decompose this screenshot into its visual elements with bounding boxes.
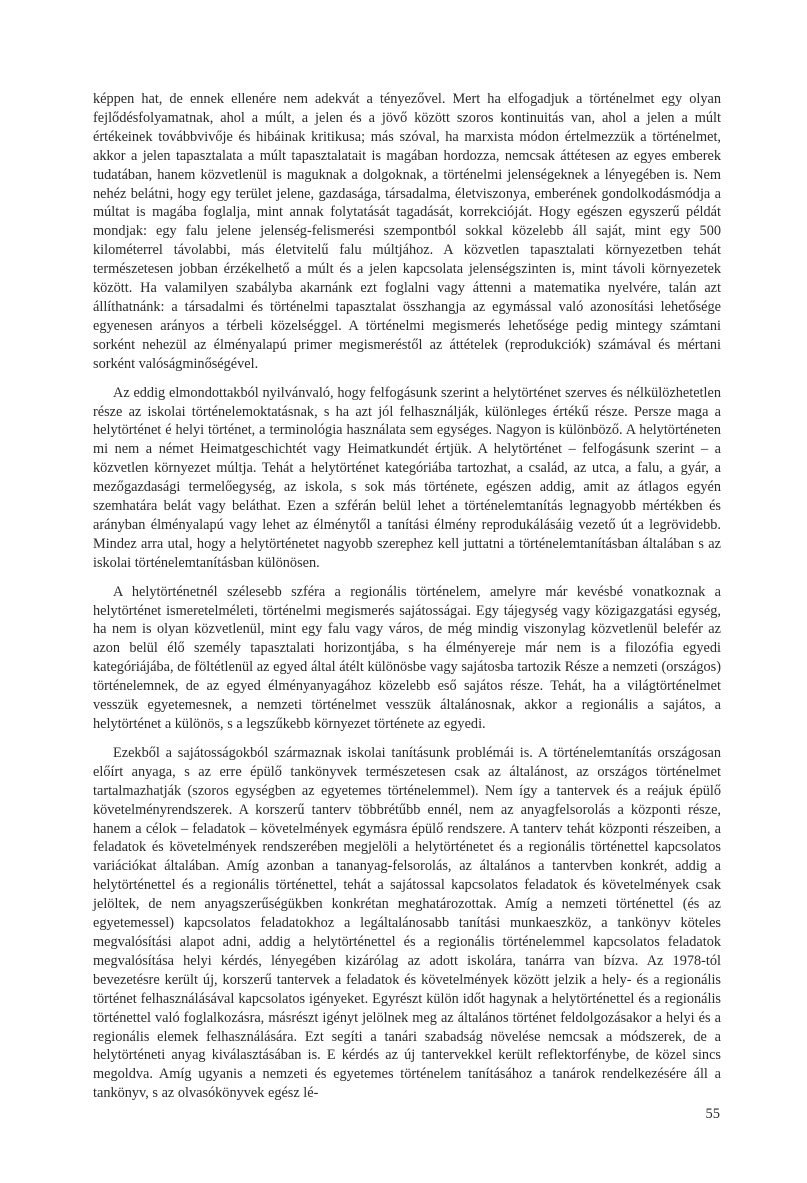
paragraph-2: Az eddig elmondottakból nyilvánvaló, hogy felfogásunk szerint a helytörténet szerves és nélkülözhetetlen része az iskolai történelemoktatásnak, s ha azt jól felhasználják, különleges értékű része. Persze maga a helytörténet é helyi történet, a terminológia használata sem egységes. Nagyon is különböző. A helytörténeten mi nem a német Heimatgeschichtét vagy Heimatkundét értjük. A helytörténet – felfogásunk szerint – a közvetlen környezet múltja. Tehát a helytörténet kategóriába tartozhat, a család, az utca, a falu, a gyár, a mezőgazdasági termelőegység, az iskola, s sok más története, egészen addig, amit az átlagos egyén szemhatára belát vagy beláthat. Ezen a szférán belül lehet a történelemtanítás legnagyobb mértékben és arányban élményalapú vagy lehet az élménytől a tanítási élmény reprodukálásáig vezető út a legrövidebb. Mindez arra utal, hogy a helytörténetet nagyobb szerephez kell juttatni a történelemtanításban általában s az iskolai történelemtanításban különösen.	[93, 384, 721, 571]
paragraph-3: A helytörténetnél szélesebb szféra a regionális történelem, amelyre már kevésbé vonatkoznak a helytörténet ismeretelméleti, történelmi megismerés sajátosságai. Egy tájegység vagy közigazgatási egység, ha nem is olyan közvetlenül, mint egy falu vagy város, de még mindig viszonylag közvetlenül belefér az azon belül élő személy tapasztalati horizontjába, s ha élményereje már nem is a filozófia egyedi kategóriájába, de föltétlenül az egyed által átélt különösbe vagy sajátosba tartozik Része a nemzeti (országos) történelemnek, de az egyed élményanyagához közelebb eső sajátos része. Tehát, ha a világtörténelmet vesszük egyetemesnek, a nemzeti történelmet vesszük általánosnak, akkor a regionális a sajátos, a helytörténet a különös, s a legszűkebb környezet története az egyedi.	[93, 583, 721, 732]
paragraph-1: képpen hat, de ennek ellenére nem adekvát a tényezővel. Mert ha elfogadjuk a történelmet egy olyan fejlődésfolyamatnak, ahol a múlt, a jelen és a jövő között szoros kontinuitás van, ahol a jelen a múlt értékeinek továbbvivője és hibáinak kritikusa; más szóval, ha marxista módon értelmezzük a történelmet, akkor a jelen tapasztalata a múlt tapasztalatait is magában hordozza, nemcsak áttétesen az egyes emberek tudatában, hanem közvetlenül is maguknak a dolgoknak, a történelmi jelenségeknek a lényegében is. Nem nehéz belátni, hogy egy terület jelene, gazdasága, társadalma, életviszonya, emberének gondolkodásmódja a múltat is magába foglalja, mint annak folytatását tagadását, korrekcióját. Hogy egészen egyszerű példát mondjak: egy falu jelene jelenség-felismerési szempontból sokkal közelebb áll saját, mint egy 500 kilométerrel távolabbi, más életvitelű falu múltjához. A közvetlen tapasztalati környezetben tehát természetesen jobban érzékelhető a múlt és a jelen kapcsolata jelenségszinten is, mint távoli környezetek között. Ha valamilyen szabályba akarnánk ezt foglalni vagy áttenni a matematika nyelvére, talán azt állíthatnánk: a társadalmi és történelmi tapasztalat összhangja az egymással való azonosítási lehetősége egyenesen arányos a térbeli közelséggel. A történelmi megismerés lehetősége pedig mintegy számtani sorként nehezül az élményalapú primer megismeréstől az áttételek (reprodukciók) számával és mértani sorként valóságminőségével.	[93, 91, 721, 372]
paragraph-4: Ezekből a sajátosságokból származnak iskolai tanításunk problémái is. A történelemtanítás országosan előírt anyaga, s az erre épülő tankönyvek természetesen csak az általánost, az országos történelmet tartalmazhatják (szoros egységben az egyetemes történelemmel). Nem így a tantervek és a reájuk épülő követelményrendszerek. A korszerű tanterv többrétűbb ennél, nem az anyagfelsorolás a központi része, hanem a célok – feladatok – követelmények egymásra épülő rendszere. A tanterv tehát központi részeiben, a feladatok és követelmények rendszerében megjelöli a helytörténetet és a regionális történettel kapcsolatos variációkat általában. Amíg azonban a tananyag-felsorolás, az általános a tantervben konkrét, addig a helytörténettel és a regionális történettel, tehát a sajátossal kapcsolatos feladatok és követelmények csak jelöltek, de nem anyagszerűségükben konkrétan meghatározottak. Amíg a nemzeti történettel (és az egyetemessel) kapcsolatos feladatokhoz a legáltalánosabb tanítási munkaeszköz, a tankönyv köteles megvalósítási alapot adni, addig a helytörténettel és a regionális történelemmel kapcsolatos feladatok megvalósítása helyi kérdés, lényegében kizárólag az adott iskolára, tanárra van bízva. Az 1978-tól bevezetésre került új, korszerű tantervek a feladatok és követelmények között jelzik a hely- és a regionális történet felhasználásával kapcsolatos igényeket. Egyrészt külön időt hagynak a helytörténettel és a regionális történettel való foglalkozásra, másrészt igényt jelölnek meg az általános történet feldolgozásakor a helyi és a regionális elemek felhasználására. Ezt segíti a tanári szabadság növelése nemcsak a módszerek, de a helytörténeti anyag kiválasztásában is. E kérdés az új tantervekkel került reflektorfénybe, de közel sincs megoldva. Amíg ugyanis a nemzeti és egyetemes történelem tanításához a tanárok rendelkezésére áll a tankönyv, s az olvasókönyvek egész lé-	[93, 744, 721, 1102]
page-body	[93, 90, 721, 1160]
page-number: 55	[705, 1106, 720, 1122]
